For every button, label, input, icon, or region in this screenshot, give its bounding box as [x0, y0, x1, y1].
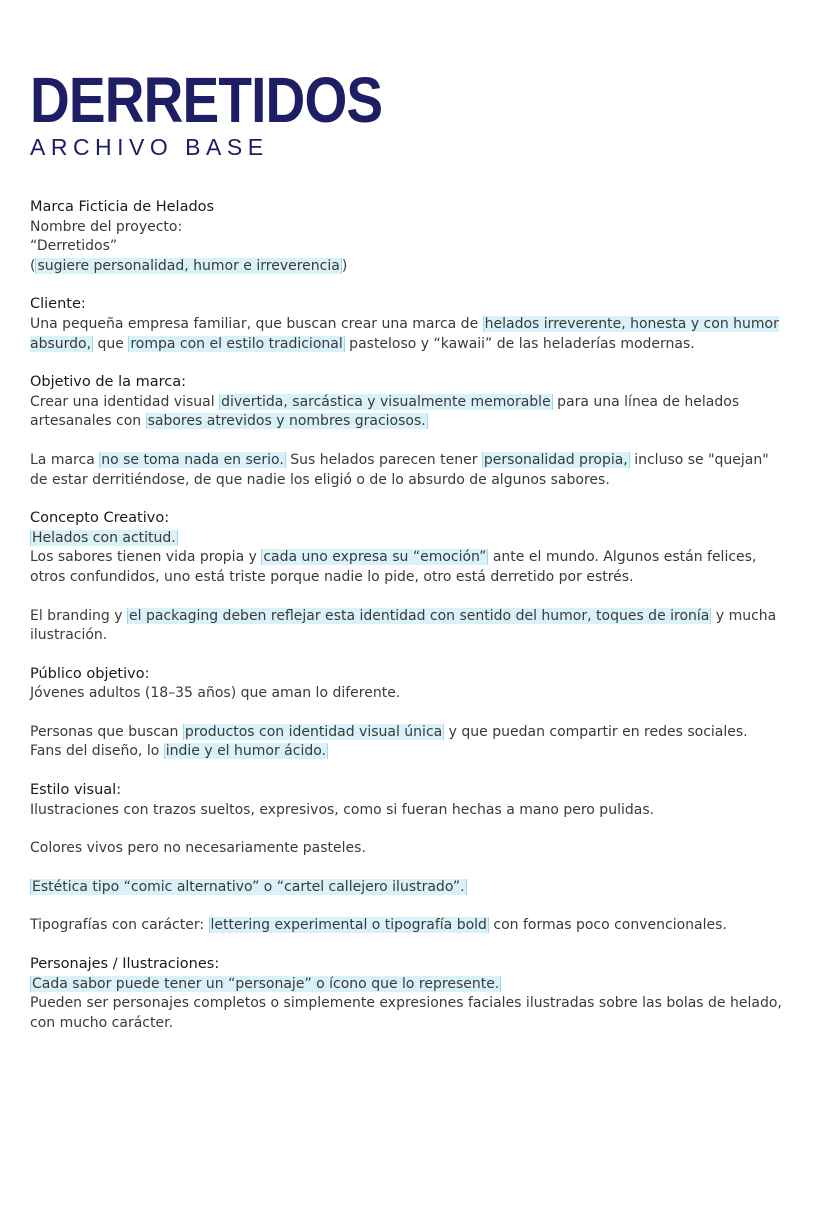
concepto-paragraph-1 [30, 548, 790, 587]
text-fragment: ) [341, 257, 348, 274]
intro-heading: Marca Ficticia de Helados [30, 199, 215, 215]
intro-line-2: “Derretidos” [30, 238, 118, 255]
highlight: no se toma nada en serio. [101, 451, 284, 468]
concepto-paragraph-2 [30, 607, 790, 646]
highlight: rompa con el estilo tradicional [130, 335, 343, 352]
text-fragment: con formas poco convencionales. [488, 917, 727, 934]
intro-section [30, 198, 790, 276]
text-fragment: y que puedan compartir en redes sociales. [444, 723, 748, 740]
publico-paragraph-2 [30, 723, 790, 743]
highlight: productos con identidad visual única [184, 723, 443, 740]
publico-heading: Público objetivo: [30, 665, 150, 682]
text-fragment: ( [30, 257, 36, 274]
highlight: indie y el humor ácido. [165, 743, 327, 760]
text-fragment: La marca [30, 451, 100, 468]
text-fragment: y mucha ilustración. [30, 607, 777, 644]
text-fragment: El branding y [30, 607, 128, 624]
objetivo-paragraph-2 [30, 451, 790, 490]
text-fragment: Fans del diseño, lo [30, 743, 164, 760]
estilo-heading: Estilo visual: [30, 782, 122, 799]
publico-paragraph-1: Jóvenes adultos (18–35 años) que aman lo diferente. [30, 685, 401, 702]
highlight: cada uno expresa su “emoción” [263, 549, 487, 566]
objetivo-heading: Objetivo de la marca: [30, 374, 186, 391]
estilo-paragraph-3 [30, 878, 790, 898]
highlight: personalidad propia, [483, 451, 628, 468]
text-fragment: Una pequeña empresa familiar, que buscan crear una marca de [30, 315, 483, 332]
text-fragment: Los sabores tienen vida propia y [30, 549, 262, 566]
publico-paragraph-3 [30, 742, 790, 762]
concepto-section [30, 509, 790, 646]
objetivo-section [30, 373, 790, 490]
highlight: Estética tipo “comic alternativo” o “cartel callejero ilustrado”. [32, 878, 465, 895]
text-fragment: ante el mundo. Algunos están felices, otros confundidos, uno está triste porque nadie lo pide, otro está derretido por estrés. [30, 549, 757, 585]
estilo-paragraph-2: Colores vivos pero no necesariamente pasteles. [30, 840, 366, 857]
estilo-paragraph-4 [30, 916, 790, 936]
highlight: helados irreverente, honesta y con humor absurdo, [30, 315, 779, 352]
highlight: divertida, sarcástica y visualmente memorable [221, 393, 551, 410]
highlight: el packaging deben reflejar esta identidad con sentido del humor, toques de ironía [129, 607, 710, 624]
estilo-section [30, 781, 790, 936]
text-fragment: Personas que buscan [30, 723, 183, 740]
text-fragment: pasteloso y “kawaii” de las heladerías modernas. [344, 335, 695, 352]
highlight: Helados con actitud. [32, 529, 176, 546]
text-fragment: para una línea de helados artesanales con [30, 393, 740, 430]
estilo-paragraph-1: Ilustraciones con trazos sueltos, expresivos, como si fueran hechas a mano pero pulidas. [30, 801, 655, 818]
intro-line-1: Nombre del proyecto: [30, 218, 183, 235]
brand-logo [30, 0, 790, 160]
text-fragment: Tipografías con carácter: [30, 917, 209, 934]
highlight: Cada sabor puede tener un “personaje” o ícono que lo represente. [32, 975, 500, 992]
text-fragment: Crear una identidad visual [30, 393, 220, 410]
personajes-heading: Personajes / Ilustraciones: [30, 956, 220, 973]
personajes-paragraph-2: Pueden ser personajes completos o simplemente expresiones faciales ilustradas sobre las bolas de helado, con mucho carácter. [30, 995, 782, 1031]
personajes-paragraph-1 [30, 975, 790, 995]
logo-subtitle: ARCHIVO BASE [30, 134, 269, 160]
highlight: sabores atrevidos y nombres graciosos. [147, 413, 426, 430]
logo-title: DERRETIDOS [30, 64, 383, 136]
objetivo-paragraph-1 [30, 393, 790, 432]
highlight: lettering experimental o tipografía bold [210, 917, 487, 934]
text-fragment: que [93, 335, 129, 352]
highlight: sugiere personalidad, humor e irreverencia [37, 257, 340, 274]
brief-content [30, 198, 790, 1033]
text-fragment: incluso se "quejan" de estar derritiéndose, de que nadie los eligió o de lo absurdo de algunos sabores. [30, 451, 769, 488]
concepto-tagline [30, 529, 790, 549]
publico-section [30, 665, 790, 762]
cliente-heading: Cliente: [30, 296, 86, 313]
cliente-section [30, 295, 790, 354]
personajes-section [30, 955, 790, 1033]
concepto-heading: Concepto Creativo: [30, 510, 170, 527]
intro-line-3 [30, 257, 790, 277]
cliente-paragraph [30, 315, 790, 354]
text-fragment: Sus helados parecen tener [285, 451, 482, 468]
